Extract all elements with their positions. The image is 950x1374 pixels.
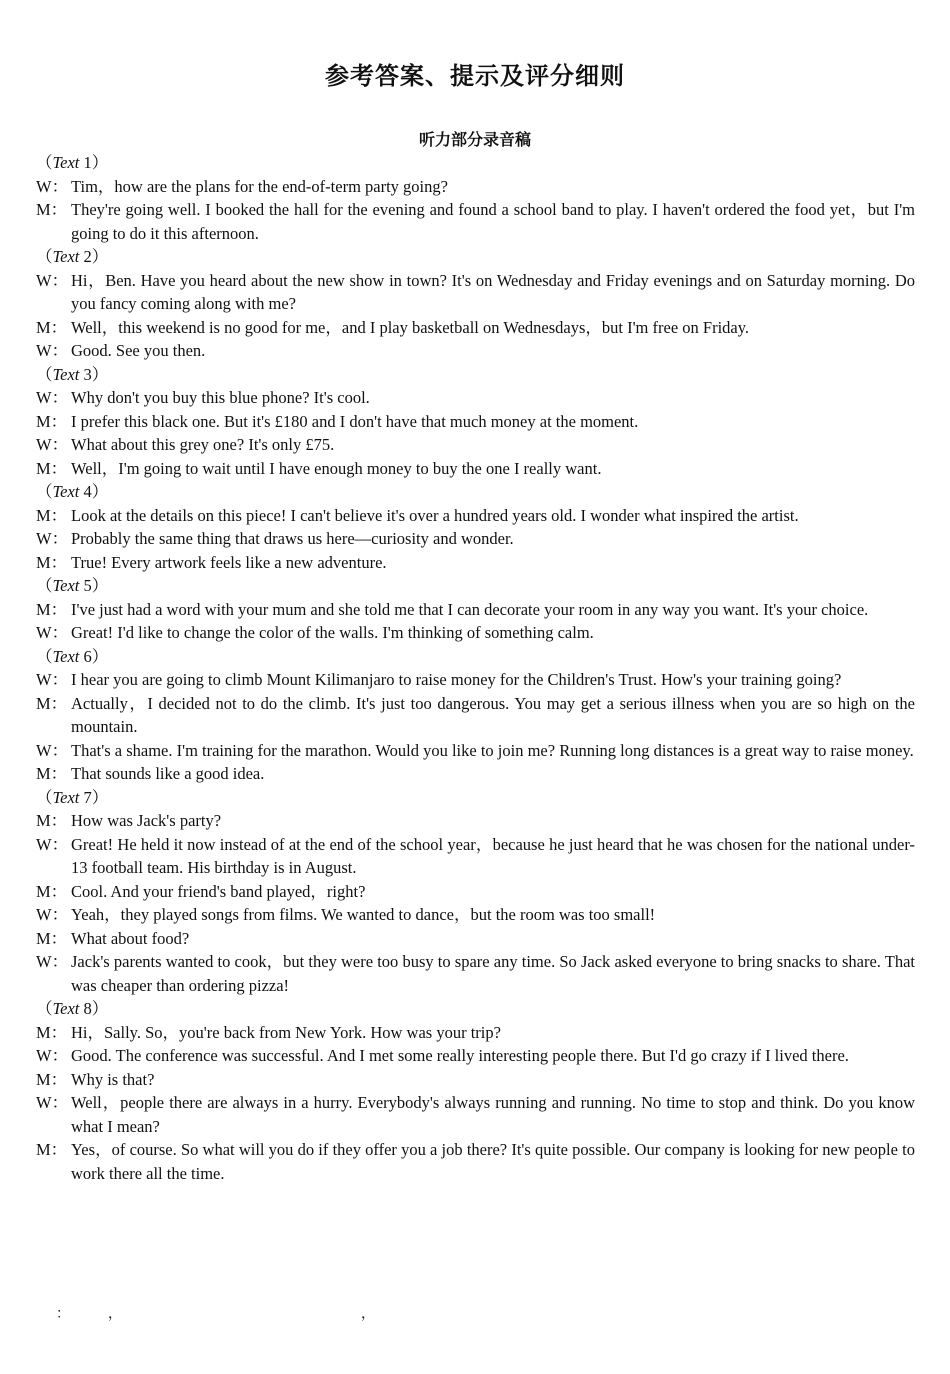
speaker-label: W： [36,1093,69,1112]
speaker-initial: M [36,1069,51,1089]
speaker-initial: W [36,1046,52,1065]
dialogue-line [36,175,915,199]
dialogue-text: Probably the same thing that draws us here—curiosity and wonder. [71,529,514,548]
text-number: 1 [83,153,92,172]
dialogue-line [36,410,915,434]
dialogue-line [36,316,915,340]
speaker-initial: M [36,505,51,525]
dialogue-text: What about food? [71,928,190,948]
dialogue-text: What about this grey one? It's only £75. [71,435,335,454]
speaker-label: W： [36,952,69,971]
speaker-initial: M [36,317,51,337]
dialogue-text: I've just had a word with your mum and she told me that I can decorate your room in any way you want. It's your choice. [71,599,869,619]
speaker-label: W： [36,623,69,642]
dialogue-line [36,527,915,551]
speaker-label: M： [36,552,68,572]
dialogue-text: Why don't you buy this blue phone? It's cool. [71,388,370,407]
speaker-label: W： [36,740,69,760]
speaker-label: W： [36,905,69,924]
dialogue-text: That sounds like a good idea. [71,764,265,783]
section-title: 听力部分录音稿 [418,130,531,149]
dialogue-line [36,621,915,645]
dialogue-text: Great! I'd like to change the color of the walls. I'm thinking of something calm. [71,623,594,642]
speaker-label: M： [36,317,68,337]
text-section-label: （Text 7） [36,787,109,807]
speaker-label: M： [36,764,68,783]
dialogue-line [36,386,915,410]
speaker-label: W： [36,670,69,689]
dialogue-text: Jack's parents wanted to cook，but they were too busy to spare any time. So Jack asked everyone to bring snacks to share. That was cheaper than ordering pizza! [71,952,915,995]
speaker-label: M： [36,200,68,219]
speaker-initial: W [36,388,52,407]
text-number: 8 [83,999,92,1018]
dialogue-line [36,809,915,833]
dialogue-line [36,692,915,739]
dialogue-text: I hear you are going to climb Mount Kilimanjaro to raise money for the Children's Trust. How's your training going? [71,670,842,689]
speaker-initial: W [36,623,52,642]
speaker-label: M： [36,1022,68,1042]
dialogue-text: Hi，Ben. Have you heard about the new show in town? It's on Wednesday and Friday evenings and on Saturday morning. Do you fancy coming along with me? [71,270,915,313]
text-number: 2 [83,247,92,266]
dialogue-text: Well，I'm going to wait until I have enough money to buy the one I really want. [71,458,602,478]
dialogue-line [36,880,915,904]
cut-off-mark: ， [361,1307,375,1322]
dialogue-line [36,762,915,786]
speaker-initial: W [36,834,52,854]
dialogue-line [36,1021,915,1045]
text-number: 7 [83,787,92,807]
dialogue-line [36,1138,915,1185]
speaker-label: M： [36,928,68,948]
text-label-word: Text [52,576,80,595]
dialogue-text: I prefer this black one. But it's £180 and I don't have that much money at the moment. [71,411,639,431]
dialogue-line [36,504,915,528]
dialogue-line [36,927,915,951]
text-section-label: （Text 1） [36,153,109,172]
dialogue-text: Good. See you then. [71,341,206,360]
dialogue-line [36,833,915,880]
dialogue-line [36,457,915,481]
cut-off-line [56,1303,386,1322]
speaker-initial: W [36,341,52,360]
text-label-word: Text [52,482,80,501]
dialogue-line [36,903,915,927]
text-section-label: （Text 5） [36,576,109,595]
dialogue-text: Actually，I decided not to do the climb. It's just too dangerous. You may get a serious illness when you are so high on the mountain. [71,693,915,736]
speaker-initial: W [36,1093,52,1112]
dialogue-line [36,433,915,457]
speaker-label: M： [36,505,68,525]
cut-off-mark: ： [56,1307,70,1322]
dialogue-text: Great! He held it now instead of at the end of the school year，because he just heard that he was chosen for the national under-13 football team. His birthday is in August. [71,834,915,877]
speaker-initial: W [36,905,52,924]
speaker-label: M： [36,881,68,901]
speaker-label: W： [36,341,69,360]
dialogue-text: Hi，Sally. So，you're back from New York. How was your trip? [71,1022,501,1042]
dialogue-line [36,269,915,316]
speaker-label: M： [36,458,68,478]
dialogue-text: They're going well. I booked the hall for the evening and found a school band to play. I haven't ordered the food yet，but I'm going to do it this afternoon. [71,200,915,243]
text-label-word: Text [52,787,80,807]
dialogue-text: Good. The conference was successful. And I met some really interesting people there. But I'd go crazy if I lived there. [71,1046,849,1065]
dialogue-line [36,1091,915,1138]
dialogue-line [36,950,915,997]
text-section-label: （Text 2） [36,247,109,266]
dialogue-text: How was Jack's party? [71,811,222,830]
dialogue-text: Well，this weekend is no good for me，and I play basketball on Wednesdays，but I'm free on Friday. [71,317,750,337]
speaker-initial: M [36,881,51,901]
dialogue-line [36,198,915,245]
dialogue-line [36,339,915,363]
speaker-initial: W [36,952,52,971]
speaker-initial: W [36,176,52,196]
speaker-label: M： [36,1140,68,1159]
speaker-initial: M [36,764,51,783]
page-title: 参考答案、提示及评分细则 [325,62,625,90]
speaker-label: W： [36,1046,69,1065]
text-label-word: Text [52,247,80,266]
dialogue-text: Tim，how are the plans for the end-of-term party going? [71,176,448,196]
text-section-label: （Text 3） [36,364,109,384]
speaker-label: M： [36,599,68,619]
speaker-initial: M [36,928,51,948]
speaker-label: W： [36,529,69,548]
speaker-label: W： [36,176,69,196]
speaker-initial: W [36,740,52,760]
text-number: 3 [83,364,92,384]
dialogue-line [36,1044,915,1068]
cut-off-mark: ， [108,1307,122,1322]
speaker-initial: M [36,552,51,572]
text-section-label: （Text 6） [36,646,109,666]
dialogue-text: Cool. And your friend's band played，right? [71,881,366,901]
speaker-initial: M [36,1022,51,1042]
speaker-label: W： [36,435,69,454]
speaker-label: M： [36,411,68,431]
text-number: 6 [83,646,92,666]
speaker-initial: W [36,670,52,689]
dialogue-text: Yeah，they played songs from films. We wanted to dance，but the room was too small! [71,905,656,924]
dialogue-text: That's a shame. I'm training for the marathon. Would you like to join me? Running long distances is a great way to raise money. [71,740,914,760]
speaker-label: W： [36,388,69,407]
dialogue-line [36,551,915,575]
text-label-word: Text [52,646,80,666]
speaker-initial: M [36,458,51,478]
transcript [36,151,915,1185]
speaker-initial: W [36,435,52,454]
speaker-label: W： [36,834,69,854]
dialogue-text: Yes，of course. So what will you do if they offer you a job there? It's quite possible. Our company is looking for new people to work there all the time. [71,1140,915,1183]
dialogue-line [36,668,915,692]
text-label-word: Text [52,153,80,172]
speaker-initial: M [36,411,51,431]
dialogue-text: True! Every artwork feels like a new adventure. [71,552,387,572]
speaker-label: M： [36,1069,68,1089]
text-section-label: （Text 4） [36,482,109,501]
dialogue-text: Look at the details on this piece! I can't believe it's over a hundred years old. I wonder what inspired the artist. [71,505,799,525]
speaker-label: M： [36,693,68,713]
speaker-initial: M [36,811,51,830]
text-number: 4 [83,482,92,501]
text-label-word: Text [52,999,80,1018]
speaker-label: M： [36,811,68,830]
dialogue-line [36,739,915,763]
dialogue-text: Well，people there are always in a hurry. Everybody's always running and running. No time to stop and think. Do you know what I mean? [71,1093,915,1136]
speaker-label: W： [36,270,69,290]
dialogue-text: Why is that? [71,1069,155,1089]
dialogue-line [36,1068,915,1092]
speaker-initial: M [36,1140,51,1159]
text-label-word: Text [52,364,80,384]
speaker-initial: M [36,693,51,713]
text-number: 5 [83,576,92,595]
text-section-label: （Text 8） [36,999,109,1018]
speaker-initial: M [36,599,51,619]
dialogue-line [36,598,915,622]
speaker-initial: M [36,200,51,219]
speaker-initial: W [36,529,52,548]
speaker-initial: W [36,270,52,290]
